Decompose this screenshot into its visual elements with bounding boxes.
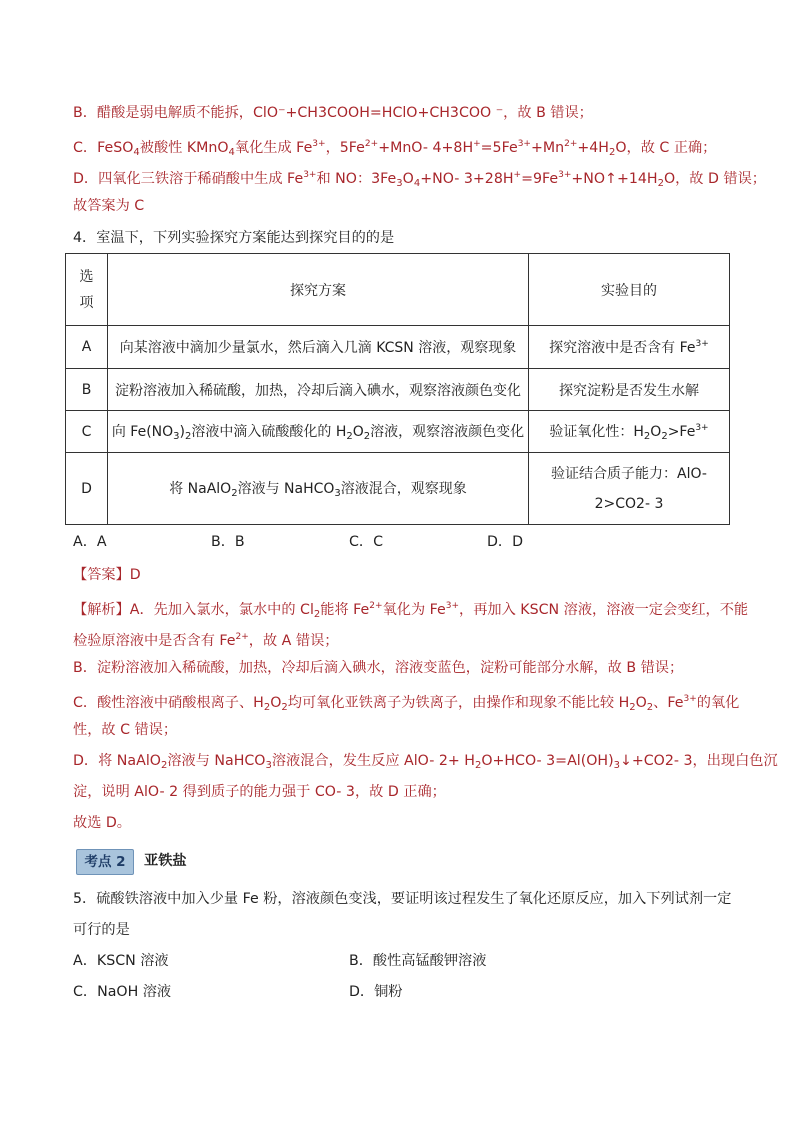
section-title: 亚铁盐 [144, 853, 187, 869]
q4-answer: 【答案】D [73, 567, 141, 583]
section-badge: 考点 2 [76, 849, 134, 875]
prev-explanation-d: D．四氧化三铁溶于稀硝酸中生成 $Fe^{3+}$和 NO：$3Fe_3O_4+NO-$ $3+28H^+=9Fe^{3+}+NO↑+14H_2O$，故 D 错误； [73, 170, 766, 189]
row-plan: 向某溶液中滴加少量氯水，然后滴入几滴 KCSN 溶液，观察现象 [108, 326, 529, 369]
q4-analysis-b: B．淀粉溶液加入稀硫酸，加热，冷却后滴入碘水，溶液变蓝色，淀粉可能部分水解，故 B 错误； [73, 660, 684, 676]
q4-option-a[interactable]: A．A [73, 534, 107, 550]
q4-analysis-d2: 淀，说明 AlO- 2 得到质子的能力强于 CO- 3，故 D 正确； [73, 784, 446, 800]
q5-option-b[interactable]: B．酸性高锰酸钾溶液 [349, 953, 487, 969]
q4-conclusion: 故选 D。 [73, 815, 131, 831]
q4-analysis-c1: C．酸性溶液中硝酸根离子、$H_2O_2$均可氧化亚铁离子为铁离子，由操作和现象不能比较 $H_2O_2$、$Fe^{3+}$的氧化 [73, 694, 740, 713]
row-option: B [66, 369, 108, 411]
q5-option-c[interactable]: C．NaOH 溶液 [73, 984, 172, 1000]
q5-stem-line1: 5．硫酸铁溶液中加入少量 Fe 粉，溶液颜色变浅，要证明该过程发生了氧化还原反应，加入下列试剂一定 [73, 891, 732, 907]
q4-table [65, 253, 730, 525]
row-option: A [66, 326, 108, 369]
row-goal: 验证氧化性：$H_2O_2>Fe^{3+}$ [529, 411, 730, 453]
header-plan: 探究方案 [108, 254, 529, 326]
row-goal: 验证结合质子能力：AlO- 2>CO2- 3 [529, 453, 730, 525]
table-row [66, 326, 730, 369]
row-plan: 将 NaAlO$_2$溶液与 NaHCO$_3$溶液混合，观察现象 [108, 453, 529, 525]
q5-option-a[interactable]: A．KSCN 溶液 [73, 953, 169, 969]
q4-analysis-d1: D．将 NaAlO$_2$溶液与 NaHCO$_3$溶液混合，发生反应 AlO- $2+ H_2O+HCO-$ $3=Al(OH)_3↓+CO2-$ 3，出现白色沉 [73, 753, 778, 771]
table-row [66, 453, 730, 525]
header-goal: 实验目的 [529, 254, 730, 326]
row-option: D [66, 453, 108, 525]
q4-option-c[interactable]: C．C [349, 534, 384, 550]
prev-explanation-c: C．FeSO$_4$被酸性 KMnO$_4$氧化生成 $Fe^{3+}$，$5Fe^{2+}+MnO-$ $4+8H^+=5Fe^{3+}+Mn^{2+}+4H_2O$，故 C 正确； [73, 139, 717, 158]
row-plan: 淀粉溶液加入稀硫酸，加热，冷却后滴入碘水，观察溶液颜色变化 [108, 369, 529, 411]
table-row [66, 411, 730, 453]
q4-analysis-c2: 性，故 C 错误； [73, 722, 178, 738]
table-header-row [66, 254, 730, 326]
row-option: C [66, 411, 108, 453]
row-goal: 探究溶液中是否含有 $Fe^{3+}$ [529, 326, 730, 369]
prev-answer: 故答案为 C [73, 198, 145, 214]
header-option: 选 项 [66, 254, 108, 326]
row-goal: 探究淀粉是否发生水解 [529, 369, 730, 411]
q4-option-d[interactable]: D．D [487, 534, 524, 550]
q4-analysis-a1: 【解析】A．先加入氯水，氯水中的 $Cl_2$能将 $Fe^{2+}$氧化为 $Fe^{3+}$，再加入 KSCN 溶液，溶液一定会变红，不能 [73, 601, 749, 620]
row-plan: 向 $Fe(NO_3)_2$溶液中滴入硫酸酸化的 $H_2O_2$溶液，观察溶液颜色变化 [108, 411, 529, 453]
table-row [66, 369, 730, 411]
q4-analysis-a2: 检验原溶液中是否含有 $Fe^{2+}$，故 A 错误； [73, 632, 339, 649]
q4-stem: 4．室温下，下列实验探究方案能达到探究目的的是 [73, 230, 395, 246]
q4-option-b[interactable]: B．B [211, 534, 245, 550]
q5-option-d[interactable]: D．铜粉 [349, 984, 403, 1000]
q5-stem-line2: 可行的是 [73, 922, 130, 938]
prev-explanation-b: B．醋酸是弱电解质不能拆，ClO⁻+CH3COOH=HClO+CH3COO ⁻，故 B 错误； [73, 105, 593, 121]
